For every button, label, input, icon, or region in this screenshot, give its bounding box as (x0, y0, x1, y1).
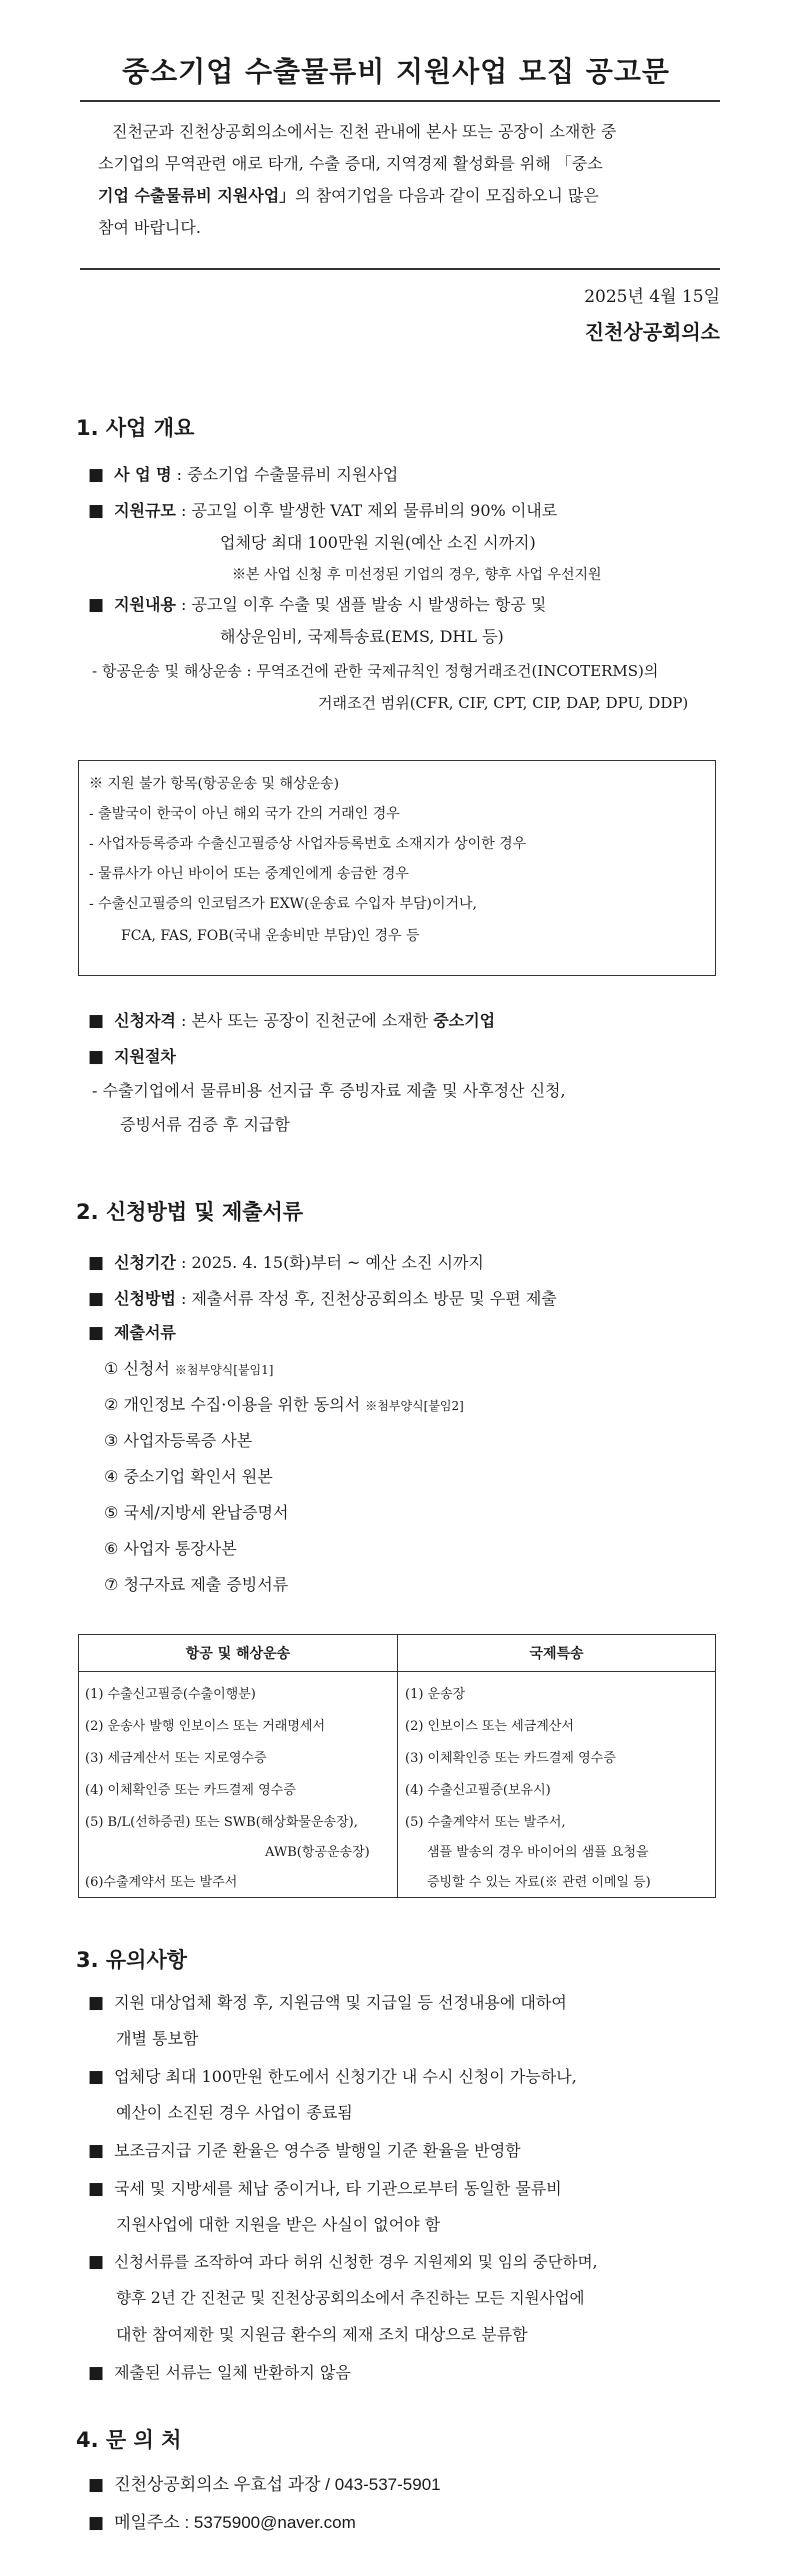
caution-item-cont: 예산이 소진된 경우 사업이 종료됨 (116, 2103, 353, 2122)
document-number: ⑤ (104, 1503, 119, 1522)
ineligible-items-box (78, 760, 716, 976)
application-method-row (88, 1286, 557, 1309)
bullet-square-icon: ■ (88, 2252, 105, 2272)
intro-box (80, 100, 720, 270)
caution-item-cont: 지원사업에 대한 지원을 받은 사실이 없어야 함 (116, 2215, 441, 2234)
ineligible-title: ※ 지원 불가 항목(항공운송 및 해상운송) (89, 776, 340, 792)
table-cell-express: 증빙할 수 있는 자료(※ 관련 이메일 등) (427, 1875, 651, 1890)
caution-item-cont: 향후 2년 간 진천군 및 진천상공회의소에서 추진하는 모든 지원사업에 (116, 2289, 585, 2307)
document-name: 신청서 (123, 1359, 170, 1378)
application-method-label: 신청방법 (114, 1289, 176, 1308)
caution-item (88, 1990, 567, 2013)
caution-text: 업체당 최대 100만원 한도에서 신청기간 내 수시 신청이 가능하나, (114, 2067, 577, 2086)
procedure-label: 지원절차 (114, 1047, 176, 1066)
bullet-square-icon: ■ (88, 1011, 105, 1031)
eligibility-row (88, 1008, 495, 1031)
caution-item (88, 2138, 521, 2161)
bullet-square-icon: ■ (88, 1323, 105, 1343)
bullet-square-icon: ■ (88, 2513, 105, 2533)
bullet-square-icon: ■ (88, 2179, 105, 2199)
document-name: 국세/지방세 완납증명서 (123, 1503, 289, 1522)
intro-line-1: 진천군과 진천상공회의소에서는 진천 관내에 본사 또는 공장이 소재한 중 (112, 122, 617, 141)
eligibility-value: : 본사 또는 공장이 진천군에 소재한 (180, 1011, 429, 1030)
caution-item-cont: 개별 통보함 (116, 2029, 199, 2048)
document-number: ② (104, 1395, 119, 1414)
document-item (104, 1536, 237, 1559)
section-2-heading: 2. 신청방법 및 제출서류 (76, 1200, 304, 1224)
evidence-documents-table (78, 1634, 716, 1898)
table-cell-air-sea: (2) 운송사 발행 인보이스 또는 거래명세서 (85, 1719, 326, 1734)
document-item (104, 1392, 464, 1415)
notice-date: 2025년 4월 15일 (584, 287, 720, 307)
bullet-square-icon: ■ (88, 1289, 105, 1309)
bullet-square-icon: ■ (88, 1993, 105, 2013)
ineligible-item: - 수출신고필증의 인코텀즈가 EXW(운송료 수입자 부담)이거나, (89, 896, 477, 912)
table-cell-air-sea: (5) B/L(선하증권) 또는 SWB(해상화물운송장), (85, 1815, 358, 1830)
contact-phone-text: 진천상공회의소 우효섭 과장 / 043-537-5901 (114, 2475, 441, 2494)
intro-program-name: 기업 수출물류비 지원사업」 (98, 186, 296, 205)
table-cell-express: 샘플 발송의 경우 바이어의 샘플 요청을 (427, 1845, 649, 1860)
caution-text: 국세 및 지방세를 체납 중이거나, 타 기관으로부터 동일한 물류비 (114, 2179, 562, 2198)
table-header-express: 국제특송 (529, 1646, 584, 1662)
project-name-value: : 중소기업 수출물류비 지원사업 (176, 465, 399, 484)
document-name: 사업자 통장사본 (123, 1539, 237, 1558)
table-header-divider (79, 1671, 715, 1672)
bullet-square-icon: ■ (88, 465, 105, 485)
intro-line-3-rest: 의 참여기업을 다음과 같이 모집하오니 많은 (295, 186, 599, 205)
table-cell-express: (1) 운송장 (405, 1687, 466, 1702)
support-scale-value-cont: 업체당 최대 100만원 지원(예산 소진 시까지) (220, 533, 536, 552)
procedure-value: - 수출기업에서 물류비용 선지급 후 증빙자료 제출 및 사후정산 신청, (92, 1081, 566, 1100)
documents-label: 제출서류 (114, 1323, 176, 1342)
document-number: ④ (104, 1467, 119, 1486)
document-name: 개인정보 수집·이용을 위한 동의서 (123, 1395, 361, 1414)
support-scale-note: ※본 사업 신청 후 미선정된 기업의 경우, 향후 사업 우선지원 (232, 567, 602, 583)
section-4-heading: 4. 문 의 처 (76, 2428, 182, 2452)
support-content-row (88, 592, 546, 615)
document-number: ⑥ (104, 1539, 119, 1558)
bullet-square-icon: ■ (88, 1047, 105, 1067)
eligibility-label: 신청자격 (114, 1011, 176, 1030)
document-note: ※첨부양식[붙임1] (174, 1363, 274, 1377)
bullet-square-icon: ■ (88, 2067, 105, 2087)
document-item (104, 1572, 288, 1595)
document-item (104, 1500, 288, 1523)
section-1-heading: 1. 사업 개요 (76, 416, 195, 440)
contact-email[interactable] (88, 2508, 356, 2533)
bullet-square-icon: ■ (88, 2141, 105, 2161)
table-cell-express: (3) 이체확인증 또는 카드결제 영수증 (405, 1751, 616, 1766)
table-cell-air-sea: (3) 세금계산서 또는 지로영수증 (85, 1751, 267, 1766)
table-cell-air-sea: (1) 수출신고필증(수출이행분) (85, 1687, 256, 1702)
caution-text: 제출된 서류는 일체 반환하지 않음 (114, 2363, 351, 2382)
table-cell-air-sea: AWB(항공운송장) (265, 1845, 370, 1860)
ineligible-item: - 물류사가 아닌 바이어 또는 중계인에게 송금한 경우 (89, 866, 409, 882)
support-content-label: 지원내용 (114, 595, 176, 614)
project-name-label: 사 업 명 (114, 465, 172, 484)
document-item (104, 1356, 273, 1379)
document-name: 중소기업 확인서 원본 (123, 1467, 273, 1486)
caution-item-cont: 대한 참여제한 및 지원금 환수의 제재 조치 대상으로 분류함 (116, 2325, 528, 2344)
section-3-heading: 3. 유의사항 (76, 1948, 188, 1972)
support-scale-row (88, 498, 557, 521)
bullet-square-icon: ■ (88, 2475, 105, 2495)
support-content-value: : 공고일 이후 수출 및 샘플 발송 시 발생하는 항공 및 (180, 595, 547, 614)
intro-line-3 (98, 180, 710, 212)
caution-item (88, 2250, 598, 2272)
intro-line-2: 소기업의 무역관련 애로 타개, 수출 증대, 지역경제 활성화를 위해 「중소 (98, 154, 603, 173)
document-item (104, 1464, 273, 1487)
bullet-square-icon: ■ (88, 2363, 105, 2383)
procedure-value-cont: 증빙서류 검증 후 지급함 (120, 1115, 290, 1134)
document-number: ③ (104, 1431, 119, 1450)
document-number: ① (104, 1359, 119, 1378)
application-period-row (88, 1250, 484, 1273)
support-content-value-cont: 해상운임비, 국제특송료(EMS, DHL 등) (220, 627, 504, 646)
contact-email-text[interactable]: 메일주소 : 5375900@naver.com (114, 2513, 356, 2532)
caution-text: 신청서류를 조작하여 과다 허위 신청한 경우 지원제외 및 임의 중단하며, (114, 2253, 598, 2271)
issuing-organization: 진천상공회의소 (584, 320, 720, 344)
table-cell-express: (5) 수출계약서 또는 발주서, (405, 1815, 566, 1830)
support-scale-label: 지원규모 (114, 501, 176, 520)
application-period-value: : 2025. 4. 15(화)부터 ~ 예산 소진 시까지 (180, 1253, 484, 1272)
ineligible-item-cont: FCA, FAS, FOB(국내 운송비만 부담)인 경우 등 (121, 928, 420, 944)
caution-item (88, 2360, 351, 2383)
document-number: ⑦ (104, 1575, 119, 1594)
page-title: 중소기업 수출물류비 지원사업 모집 공고문 (122, 55, 670, 88)
caution-item (88, 2176, 562, 2199)
transport-condition-line: - 항공운송 및 해상운송 : 무역조건에 관한 국제규칙인 정형거래조건(INCOTERMS)의 (92, 662, 659, 680)
document-name: 청구자료 제출 증빙서류 (123, 1575, 289, 1594)
support-scale-value: : 공고일 이후 발생한 VAT 제외 물류비의 90% 이내로 (180, 501, 558, 520)
document-note: ※첨부양식[붙임2] (365, 1399, 464, 1413)
caution-text: 지원 대상업체 확정 후, 지원금액 및 지급일 등 선정내용에 대하여 (114, 1993, 567, 2012)
table-cell-express: (2) 인보이스 또는 세금계산서 (405, 1719, 574, 1734)
application-method-value: : 제출서류 작성 후, 진천상공회의소 방문 및 우편 제출 (180, 1289, 557, 1308)
eligibility-target: 중소기업 (433, 1011, 496, 1030)
project-name-row (88, 462, 398, 485)
bullet-square-icon: ■ (88, 1253, 105, 1273)
application-period-label: 신청기간 (114, 1253, 176, 1272)
table-cell-express: (4) 수출신고필증(보유시) (405, 1783, 551, 1798)
document-item (104, 1428, 252, 1451)
intro-line-4: 참여 바랍니다. (98, 218, 201, 237)
table-header-air-sea: 항공 및 해상운송 (185, 1646, 291, 1662)
documents-row (88, 1320, 176, 1343)
table-column-divider (397, 1635, 398, 1897)
transport-condition-line-cont: 거래조건 범위(CFR, CIF, CPT, CIP, DAP, DPU, DDP) (318, 694, 689, 712)
caution-text: 보조금지급 기준 환율은 영수증 발행일 기준 환율을 반영함 (114, 2141, 521, 2160)
procedure-row (88, 1044, 176, 1067)
caution-item (88, 2064, 577, 2087)
document-name: 사업자등록증 사본 (123, 1431, 253, 1450)
table-cell-air-sea: (4) 이체확인증 또는 카드결제 영수증 (85, 1783, 296, 1798)
bullet-square-icon: ■ (88, 595, 105, 615)
ineligible-item: - 사업자등록증과 수출신고필증상 사업자등록번호 소재지가 상이한 경우 (89, 836, 527, 852)
bullet-square-icon: ■ (88, 501, 105, 521)
table-cell-air-sea: (6)수출계약서 또는 발주서 (85, 1875, 238, 1890)
ineligible-item: - 출발국이 한국이 아닌 해외 국가 간의 거래인 경우 (89, 806, 400, 822)
contact-person (88, 2470, 441, 2495)
